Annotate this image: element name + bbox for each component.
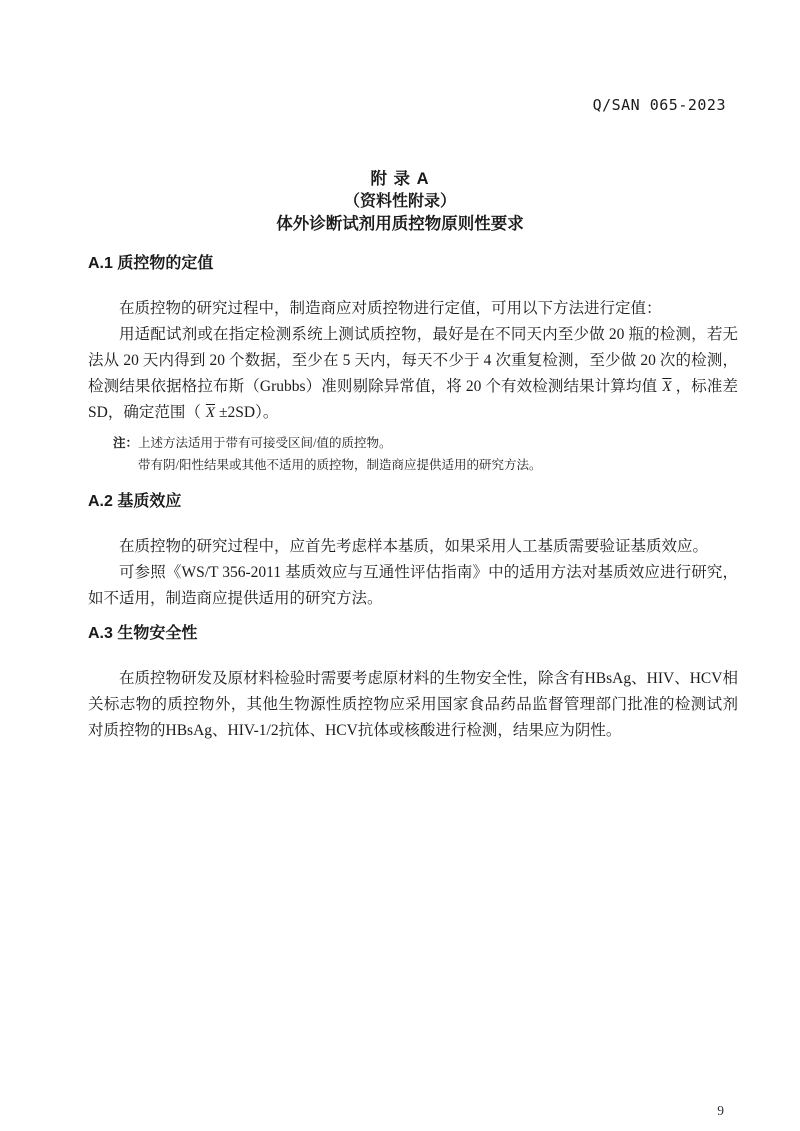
section-a3-paragraph-1: 在质控物研发及原材料检验时需要考虑原材料的生物安全性，除含有HBsAg、HIV、HCV相关标志物的质控物外，其他生物源性质控物应采用国家食品药品监督管理部门批准的检测试剂对质控物的HBsAg、HIV-1/2抗体、HCV抗体或核酸进行检测，结果应为阴性。	[88, 670, 738, 739]
appendix-subtitle: （资料性附录）	[343, 193, 456, 210]
section-a3-heading: A.3 生物安全性	[88, 625, 198, 642]
section-a1-paragraph-2-text-1: 用适配试剂或在指定检测系统上测试质控物，最好是在不同天内至少做 20 瓶的检测，若无法从 20 天内得到 20 个数据，至少在 5 天内，每天不少于 4 次重复检测，至少做 20 次的检测，检测结果依据格拉布斯（Grubbs）准则剔除异常值，将 20 个有效检测结果计算均值	[88, 326, 738, 395]
appendix-title: 附 录 A	[370, 170, 430, 188]
section-a2-paragraph-2: 可参照《WS/T 356-2011 基质效应与互通性评估指南》中的适用方法对基质效应进行研究，如不适用，制造商应提供适用的研究方法。	[88, 564, 738, 607]
section-a1-paragraph-2-text-3: ±2SD）。	[219, 404, 279, 421]
section-a1-paragraph-2	[88, 322, 738, 426]
note-label: 注：	[113, 436, 139, 450]
appendix-name: 体外诊断试剂用质控物原则性要求	[276, 215, 524, 233]
note-line-2: 带有阴/阳性结果或其他不适用的质控物，制造商应提供适用的研究方法。	[138, 458, 542, 472]
section-a1-paragraph-2-text-2: ，标准差 SD，确定范围（	[88, 378, 738, 421]
document-body	[88, 254, 738, 744]
section-a1-paragraph-1: 在质控物的研究过程中，制造商应对质控物进行定值，可用以下方法进行定值：	[119, 300, 662, 317]
note-line-1	[113, 432, 738, 454]
mean-xbar-symbol: $\overline{X}$	[662, 379, 672, 395]
page-number: 9	[717, 1103, 724, 1118]
range-xbar-symbol: $\overline{X}$	[205, 405, 215, 421]
section-a2-paragraph-1: 在质控物的研究过程中，应首先考虑样本基质，如果采用人工基质需要验证基质效应。	[119, 538, 709, 555]
appendix-title-block	[0, 168, 800, 236]
note-line-1-text: 上述方法适用于带有可接受区间/值的质控物。	[138, 436, 392, 450]
section-a1-heading: A.1 质控物的定值	[88, 255, 214, 272]
section-a1-note	[88, 432, 738, 476]
section-a2-heading: A.2 基质效应	[88, 493, 182, 510]
document-code: Q/SAN 065-2023	[592, 96, 726, 114]
